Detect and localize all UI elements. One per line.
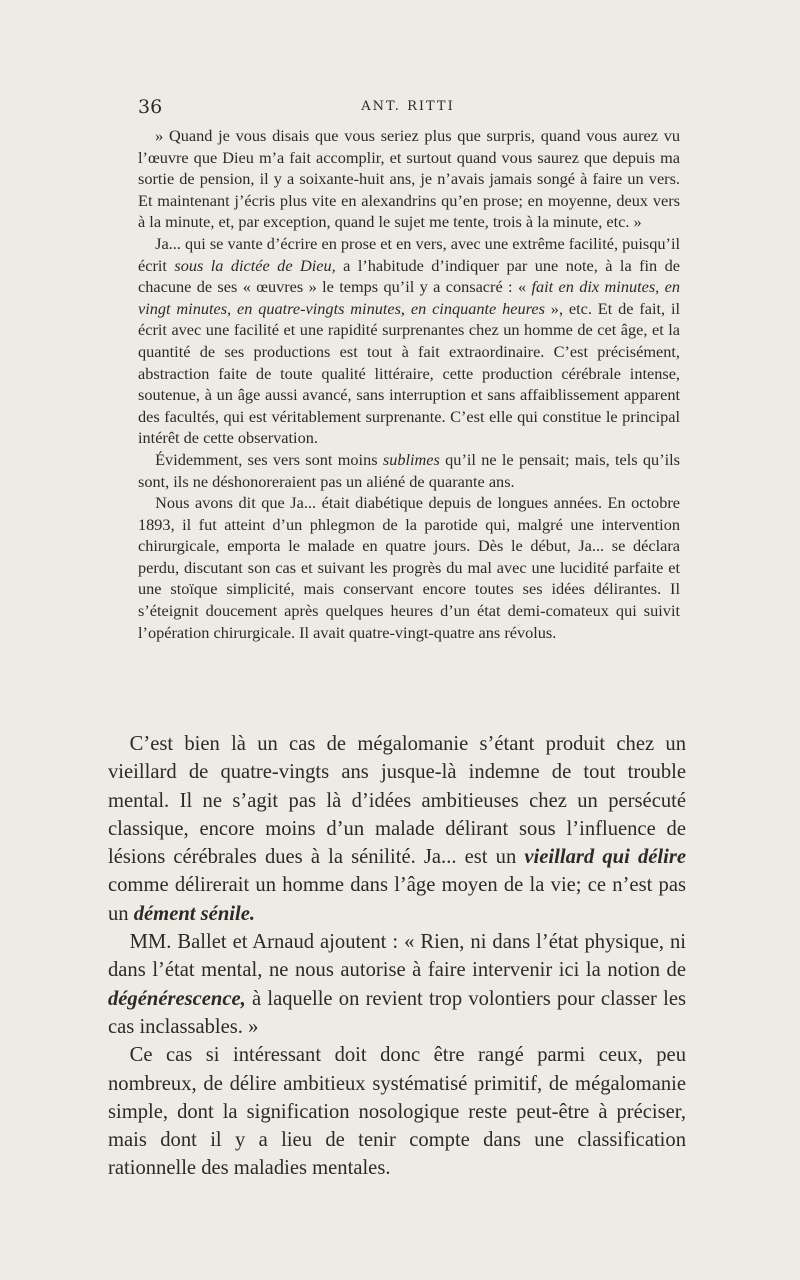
emphasis-phrase: vieillard qui délire [524, 846, 686, 869]
italic-phrase: fait en dix minutes, en vingt minutes, en quatre-vingts minutes, en cinquante heures [138, 277, 680, 318]
paragraph-verses [138, 449, 680, 492]
italic-phrase: sublimes [382, 449, 440, 469]
paragraph-conclusion: Ce cas si intéressant doit donc être rangé parmi ceux, peu nombreux, de délire ambitieux systématisé primitif, de mégalomanie simple, dont la signification nosologique reste peut-être à préciser, mais dont il y a lieu de tenir compte dans une classification rationnelle des maladies mentales. [108, 1044, 686, 1180]
text-run: a l’habitude d’indiquer par une note, à la fin de chacune de ses « œuvres » le temps qu’il y a consacré : « [138, 255, 681, 297]
paragraph-writing-speed [138, 233, 680, 449]
text-run: à laquelle on revient trop volontiers pour classer les cas inclassables. » [108, 987, 686, 1038]
paragraph-death: Nous avons dit que Ja... était diabétique depuis de longues années. En octobre 1893, il fut atteint d’un phlegmon de la parotide qui, malgré une intervention chirurgicale, emporta le malade en quatre jours. Dès le début, Ja... se déclara perdu, discutant son cas et suivant les progrès du mal avec une lucidité parfaite et une stoïque simplicité, mais conservant encore toutes ses idées délirantes. Il s’éteignit doucement après quelques heures d’un état demi-comateux qui suivit l’opération chirurgicale. Il avait quatre-vingt-quatre ans révolus. [138, 493, 680, 642]
text-run: Ja... qui se vante d’écrire en prose et en vers, avec une extrême facilité, puisqu’il écrit [138, 233, 680, 275]
emphasis-phrase: dément sénile. [133, 902, 256, 925]
italic-phrase: sous la dictée de Dieu, [174, 255, 336, 275]
quote-paragraph: » Quand je vous disais que vous seriez plus que surpris, quand vous aurez vu l’œuvre que Dieu m’a fait accomplir, et surtout quand vous saurez que depuis ma sortie de pension, il y a soixante-huit ans, je n’avais jamais songé à faire un vers. Et maintenant j’écris plus vite en alexandrins qu’en prose; en moyenne, deux vers à la minute, et, par exception, quand le sujet me tente, trois à la minute, etc. » [138, 126, 680, 232]
text-run: qu’il ne le pensait; mais, tels qu’ils sont, ils ne déshonoreraient pas un aliéné de quarante ans. [138, 449, 681, 491]
text-run: », etc. Et de fait, il écrit avec une facilité et une rapidité surprenantes chez un homme de cet âge, et la quantité de ses productions est tout à fait extraordinaire. C’est précisément, abstraction faite de toute qualité littéraire, cette production cérébrale intense, soutenue, à un âge aussi avancé, sans interruption et sans affaiblissement apparent des facultés, qui est véritablement surprenante. C’est elle qui constitue le principal intérêt de cette observation. [138, 298, 680, 448]
text-run: MM. Ballet et Arnaud ajoutent : « Rien, ni dans l’état physique, ni dans l’état mental, ne nous autorise à faire intervenir ici la notion de [108, 931, 686, 982]
page-number: 36 [138, 96, 163, 118]
emphasis-phrase: dégénérescence, [108, 987, 246, 1010]
paragraph-megalomania [108, 730, 686, 928]
text-run: Évidemment, ses vers sont moins [155, 449, 383, 469]
paragraph-ballet-arnaud [108, 928, 686, 1041]
running-head [138, 96, 678, 120]
quoted-observation [138, 125, 680, 643]
author-commentary [108, 730, 686, 1183]
running-title: ANT. RITTI [361, 99, 455, 114]
text-run: comme délirerait un homme dans l’âge moyen de la vie; ce n’est pas un [108, 874, 686, 925]
text-run: C’est bien là un cas de mégalomanie s’étant produit chez un vieillard de quatre-vingts ans jusque-là indemne de tout trouble mental. Il ne s’agit pas là d’idées ambitieuses chez un persécuté classique, encore moins d’un malade délirant sous l’influence de lésions cérébrales dues à la sénilité. Ja... est un [108, 733, 686, 869]
